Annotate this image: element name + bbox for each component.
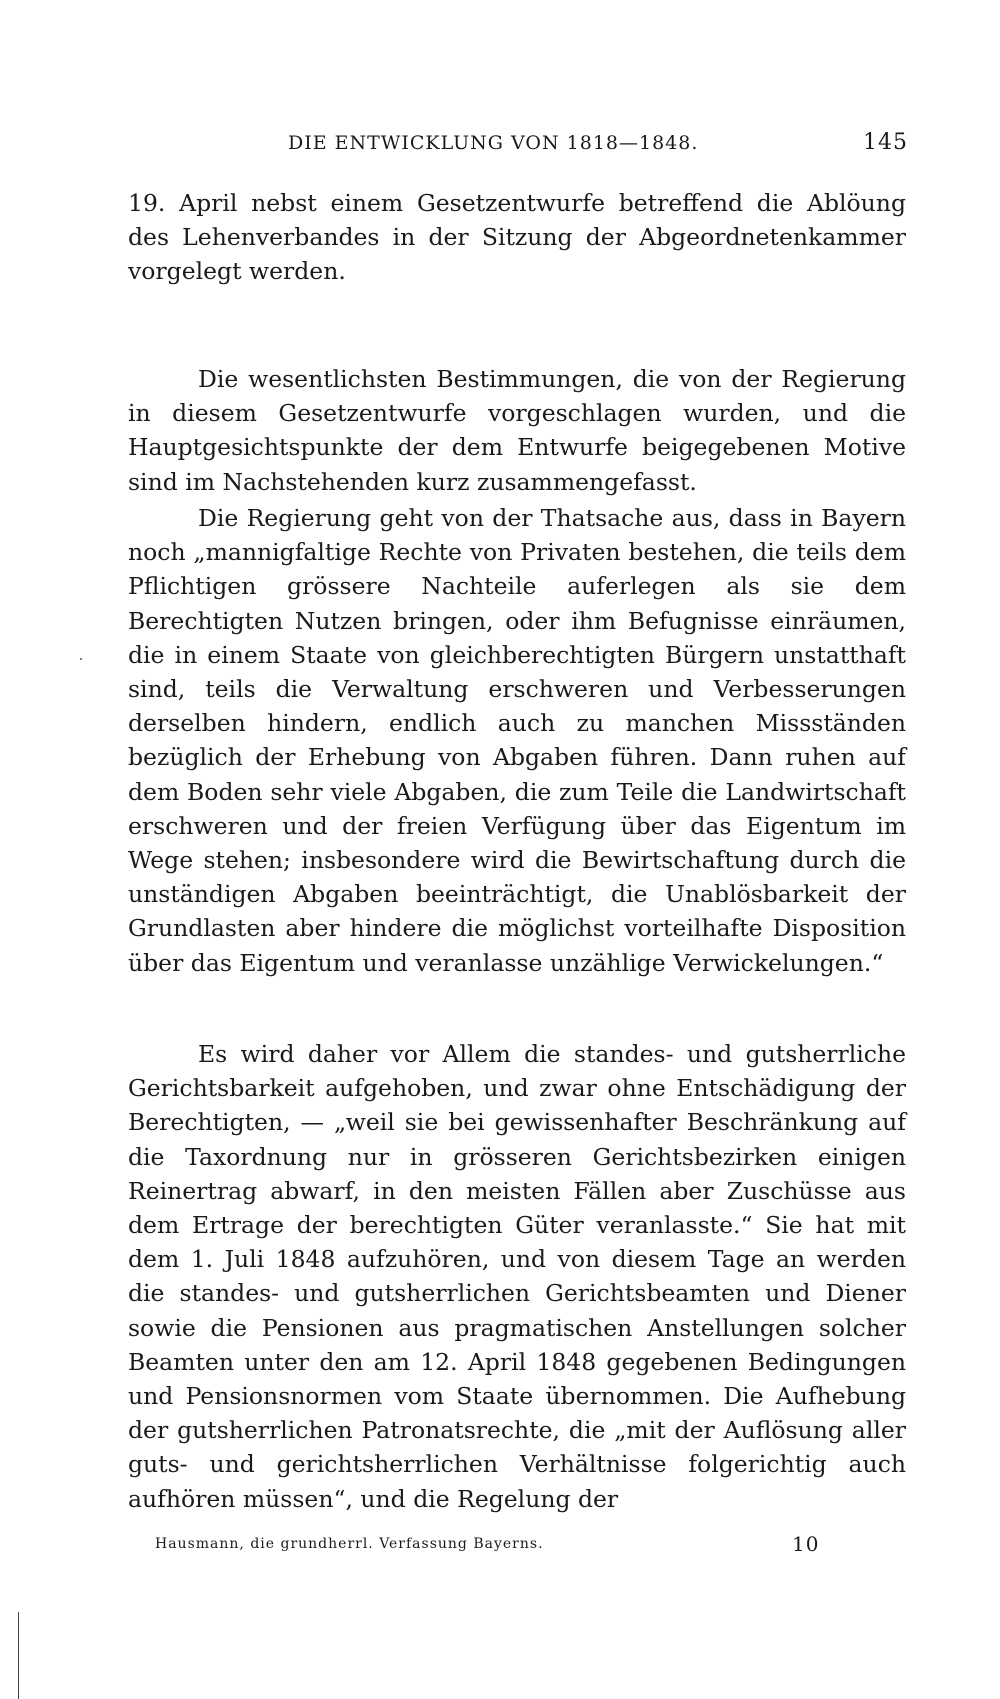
running-title: DIE ENTWICKLUNG VON 1818—1848. [288, 132, 699, 154]
footer-source-line: Hausmann, die grundherrl. Verfassung Bayerns. [155, 1536, 544, 1552]
page-footer [155, 1532, 855, 1556]
page-number: 145 [863, 130, 908, 155]
paragraph: Die wesentlichsten Bestimmungen, die von der Regierung in diesem Gesetzentwurfe vorgeschlagen wurden, und die Hauptgesichtspunkte der dem Entwurfe beigegebenen Motive sind im Nachstehenden kurz zusammengefasst. [128, 365, 906, 496]
paragraph-continuation: 19. April nebst einem Gesetzentwurfe betreffend die Ablöung des Lehenverbandes in der Sitzung der Abgeordnetenkammer vorgelegt werden. [128, 189, 906, 286]
paragraph: Die Regierung geht von der Thatsache aus, dass in Bayern noch „mannigfaltige Rechte von Privaten bestehen, die teils dem Pflichtigen grössere Nachteile auferlegen als sie dem Berechtigten Nutzen bringen, oder ihm Befugnisse einräumen, die in einem Staate von gleichberechtigten Bürgern unstatthaft sind, teils die Verwaltung erschweren und Verbesserungen derselben hindern, endlich auch zu manchen Missständen bezüglich der Erhebung von Abgaben führen. Dann ruhen auf dem Boden sehr viele Abgaben, die zum Teile die Landwirtschaft erschweren und der freien Verfügung über das Eigentum im Wege stehen; insbesondere wird die Bewirtschaftung durch die unständigen Abgaben beeinträchtigt, die Unablösbarkeit der Grundlasten aber hindere die möglichst vorteilhafte Disposition über das Eigentum und veranlasse unzählige Verwickelungen.“ [128, 504, 906, 977]
running-head [128, 128, 908, 158]
signature-mark: 10 [792, 1532, 820, 1556]
paragraph: Es wird daher vor Allem die standes- und gutsherrliche Gerichtsbarkeit aufgehoben, und zwar ohne Entschädigung der Berechtigten, — „weil sie bei gewissenhafter Beschränkung auf die Taxordnung nur in grösseren Gerichtsbezirken einigen Reinertrag abwarf, in den meisten Fällen aber Zuschüsse aus dem Ertrage der berechtigten Güter veranlasste.“ Sie hat mit dem 1. Juli 1848 aufzuhören, und von diesem Tage an werden die standes- und gutsherrlichen Gerichtsbeamten und Diener sowie die Pensionen aus pragmatischen Anstellungen solcher Beamten unter den am 12. April 1848 gegebenen Bedingungen und Pensionsnormen vom Staate übernommen. Die Aufhebung der gutsherrlichen Patronatsrechte, die „mit der Auflösung aller guts- und gerichtsherrlichen Verhältnisse folgerichtig auch aufhören müssen“, und die Regelung der [128, 1040, 906, 1513]
scan-speck [80, 658, 82, 660]
scan-edge-line [18, 1612, 19, 1699]
